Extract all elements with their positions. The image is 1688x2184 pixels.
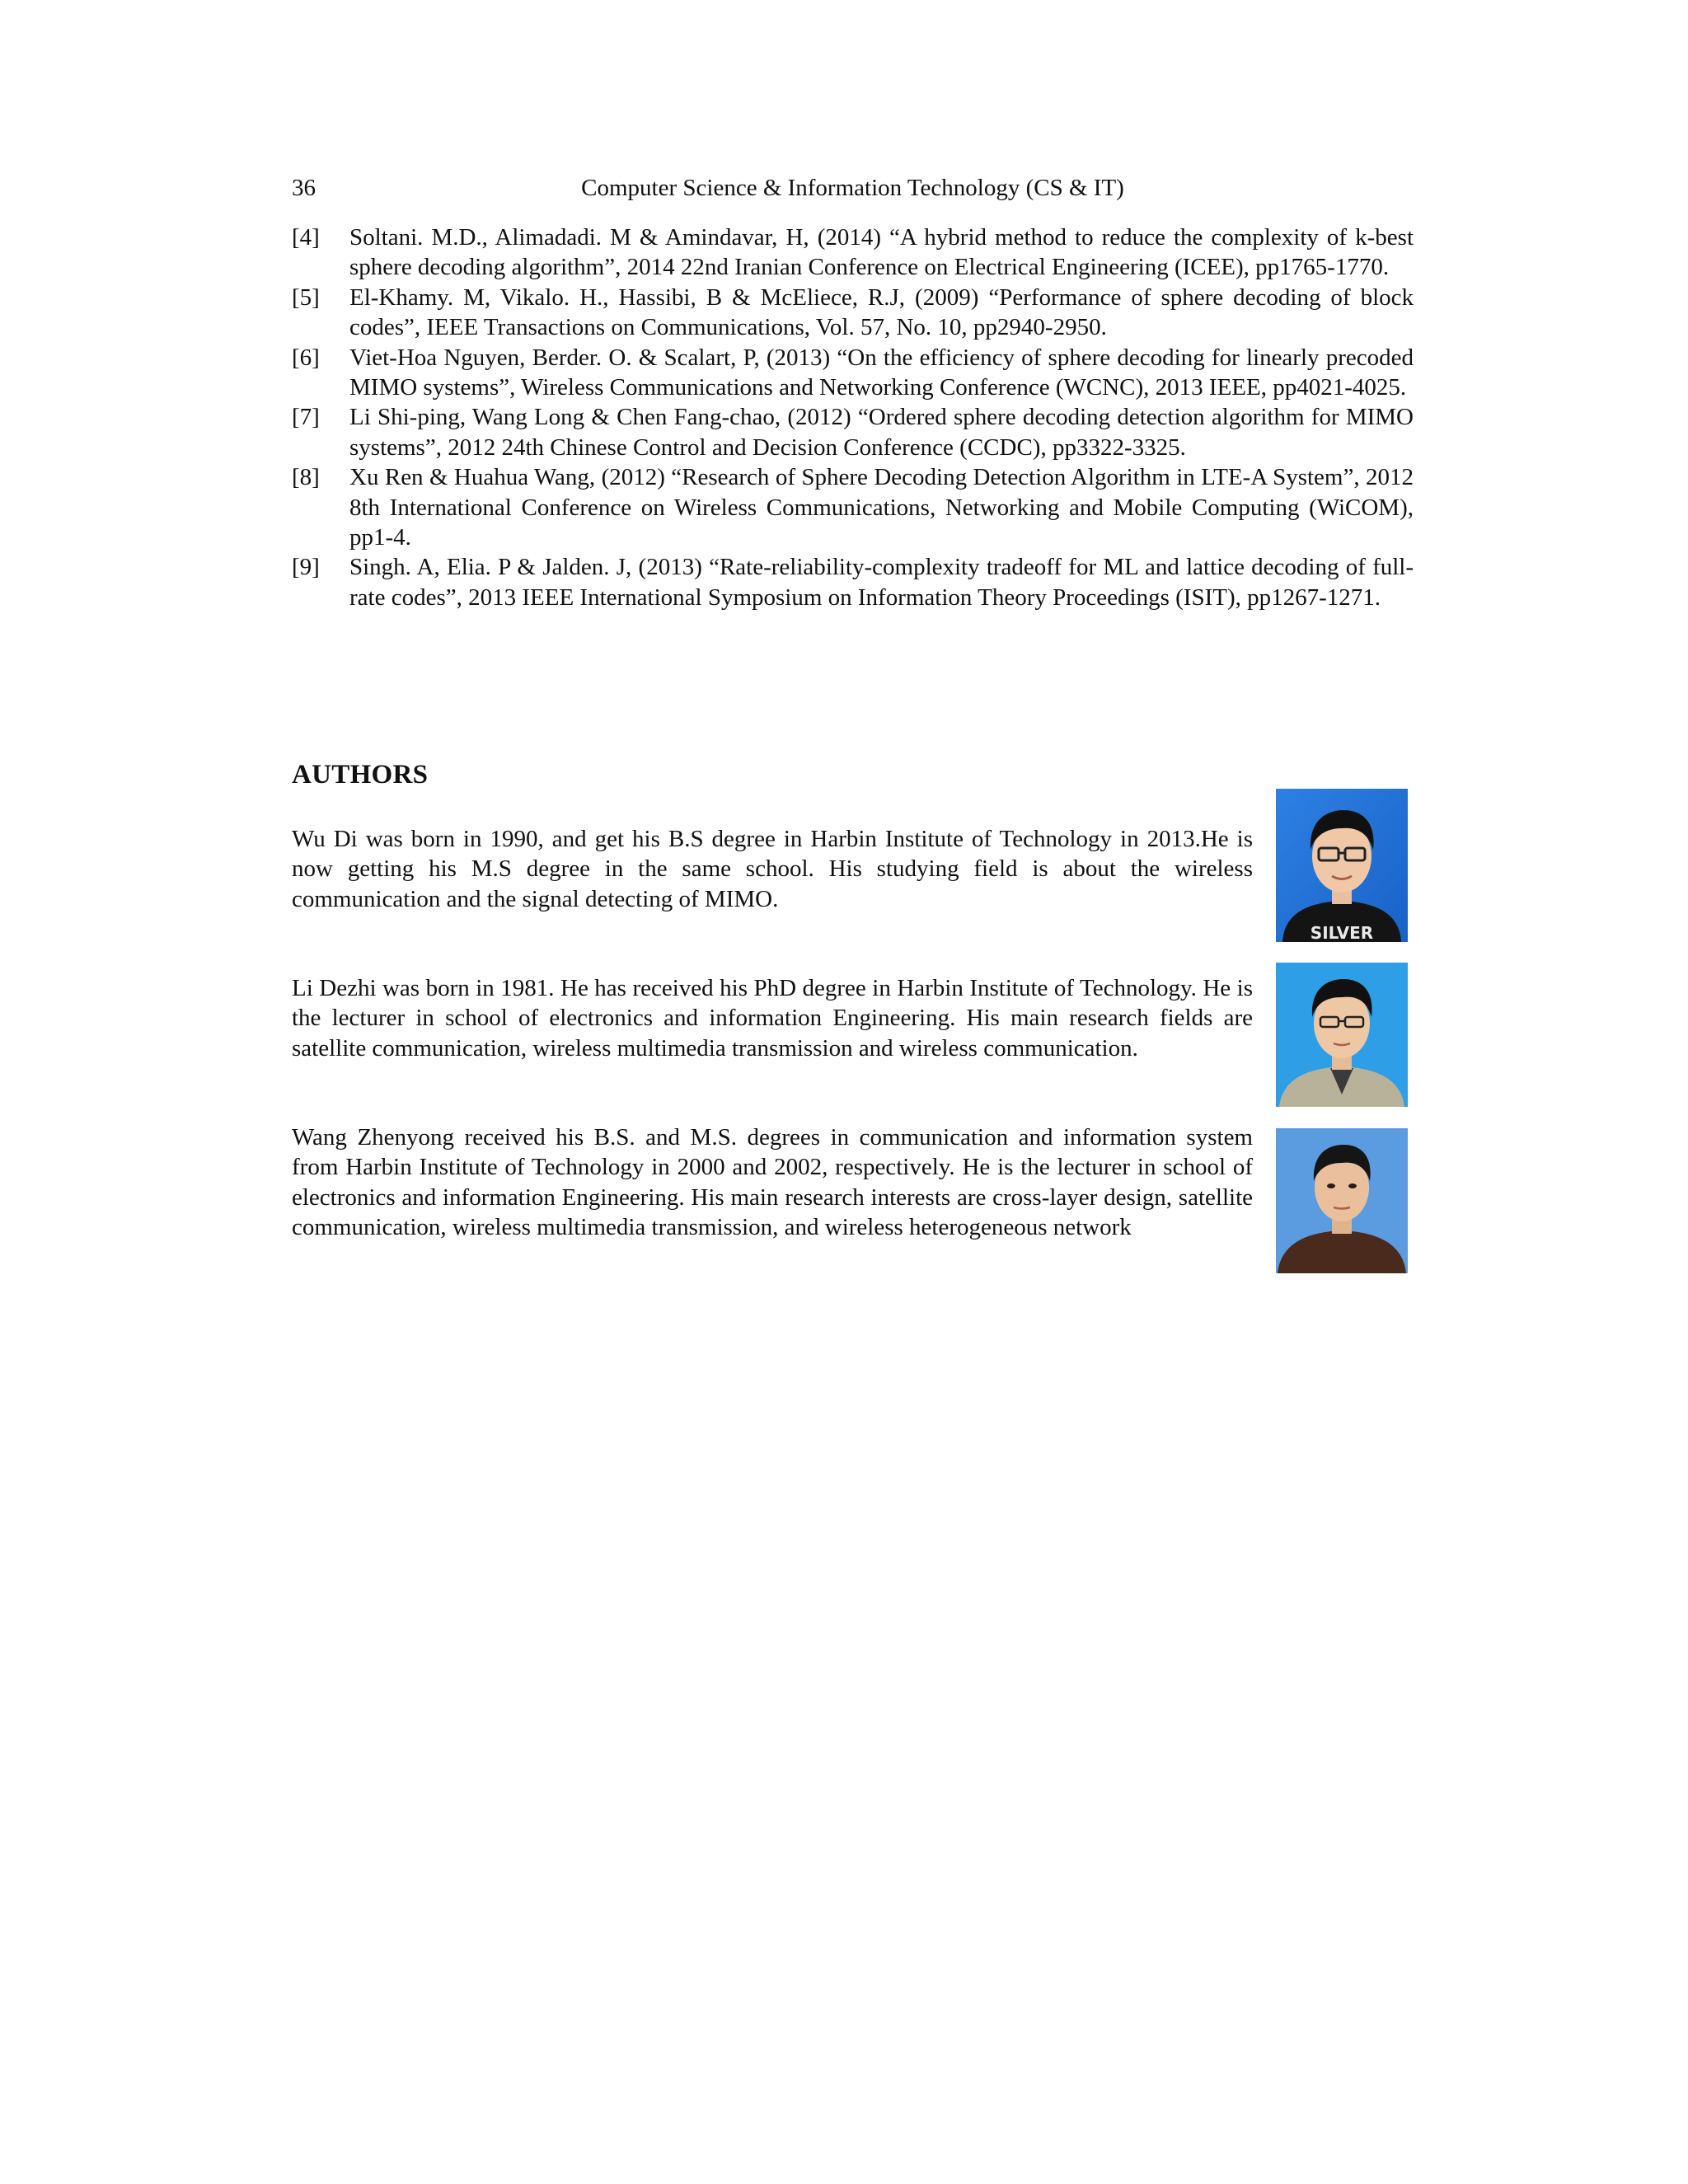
reference-item [292,402,1414,462]
reference-text: Xu Ren & Huahua Wang, (2012) “Research of Sphere Decoding Detection Algorithm in LTE-A System”, 2012 8th International Conference on Wireless Communications, Networking and Mobile Computing (WiCOM), pp1-4. [349,464,1414,551]
reference-label: [7] [292,404,320,431]
reference-item [292,343,1414,403]
author-photo-wang-zhenyong [1276,1128,1408,1273]
svg-text:SILVER: SILVER [1310,923,1374,942]
reference-text: Viet-Hoa Nguyen, Berder. O. & Scalart, P, (2013) “On the efficiency of sphere decoding for linearly precoded MIMO systems”, Wireless Communications and Networking Conference (WCNC), 2013 IEEE, pp4021-4025. [349,344,1414,401]
reference-text: Li Shi-ping, Wang Long & Chen Fang-chao, (2012) “Ordered sphere decoding detection algorithm for MIMO systems”, 2012 24th Chinese Control and Decision Conference (CCDC), pp3322-3325. [349,404,1414,461]
reference-text: El-Khamy. M, Vikalo. H., Hassibi, B & McEliece, R.J, (2009) “Performance of sphere decoding of block codes”, IEEE Transactions on Communications, Vol. 57, No. 10, pp2940-2950. [349,284,1414,341]
reference-label: [4] [292,224,320,251]
reference-item [292,283,1414,343]
author-bio-wang-zhenyong: Wang Zhenyong received his B.S. and M.S. degrees in communication and information system from Harbin Institute of Technology in 2000 and 2002, respectively. He is the lecturer in school of electronics and information Engineering. His main research interests are cross-layer design, satellite communication, wireless multimedia transmission, and wireless heterogeneous network [292,1124,1253,1241]
reference-label: [8] [292,464,320,491]
authors-heading: AUTHORS [292,760,429,790]
author-bio-li-dezhi: Li Dezhi was born in 1981. He has received his PhD degree in Harbin Institute of Technology. He is the lecturer in school of electronics and information Engineering. His main research fields are satellite communication, wireless multimedia transmission and wireless communication. [292,975,1253,1062]
author-photo-wu-di [1276,789,1408,942]
author-photo-li-dezhi [1276,963,1408,1107]
reference-label: [5] [292,284,320,311]
running-header [292,175,1414,208]
reference-item [292,223,1414,283]
reference-item [292,462,1414,552]
page-number: 36 [292,175,316,201]
author-bio-wu-di: Wu Di was born in 1990, and get his B.S degree in Harbin Institute of Technology in 2013.He is now getting his M.S degree in the same school. His studying field is about the wireless communication and the signal detecting of MIMO. [292,826,1253,912]
reference-list [292,223,1414,612]
reference-text: Soltani. M.D., Alimadadi. M & Amindavar, H, (2014) “A hybrid method to reduce the complexity of k-best sphere decoding algorithm”, 2014 22nd Iranian Conference on Electrical Engineering (ICEE), pp1765-1770. [349,224,1414,281]
reference-text: Singh. A, Elia. P & Jalden. J, (2013) “Rate-reliability-complexity tradeoff for ML and lattice decoding of full-rate codes”, 2013 IEEE International Symposium on Information Theory Proceedings (ISIT), pp1267-1271. [349,554,1414,611]
reference-label: [9] [292,554,320,581]
journal-title: Computer Science & Information Technology (CS & IT) [581,175,1124,201]
reference-label: [6] [292,344,320,371]
reference-item [292,552,1414,612]
